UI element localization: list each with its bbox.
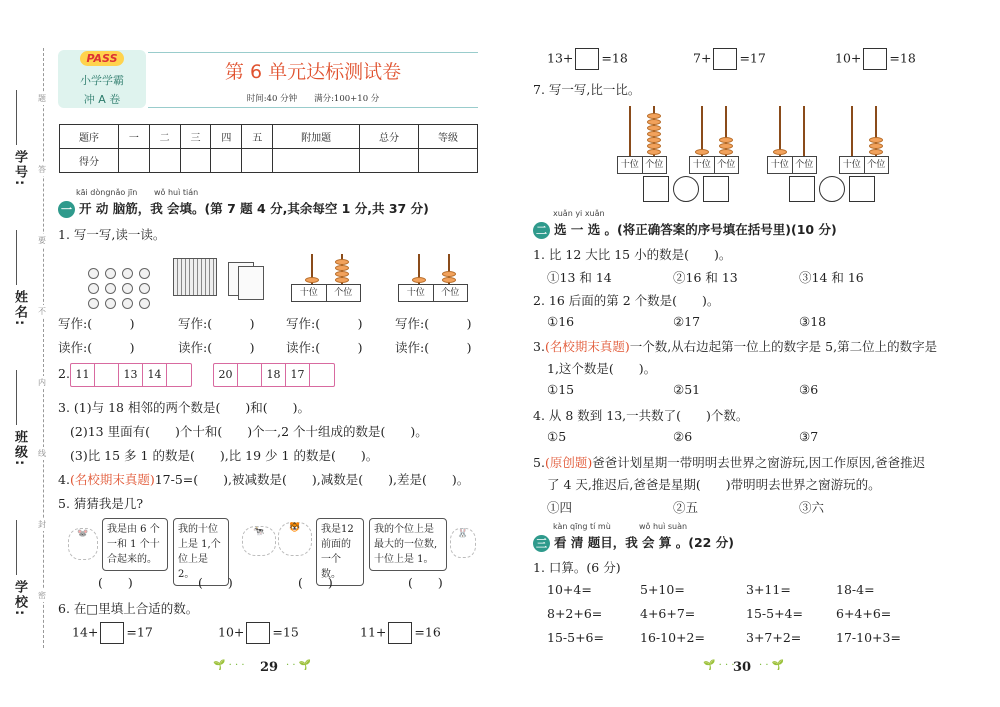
- sequence-cell: 14: [143, 364, 167, 386]
- seal-char: 密: [38, 591, 46, 600]
- source-tag: (原创题): [544, 455, 593, 470]
- sequence-cell: 17: [286, 364, 310, 386]
- question-3c: (3)比 15 多 1 的数是( ),比 19 少 1 的数是( )。: [70, 448, 379, 463]
- read-answer[interactable]: 读作:( ): [178, 340, 255, 355]
- sequence-blank[interactable]: [238, 364, 262, 386]
- choice-4: 4. 从 8 数到 13,一共数了( )个数。: [533, 408, 749, 423]
- table-cell: 二: [149, 125, 180, 149]
- section-1-heading: [58, 199, 429, 218]
- badge-line1: 小学学霸: [80, 74, 124, 87]
- answer-box[interactable]: [713, 48, 737, 70]
- sequence-blank[interactable]: [95, 364, 119, 386]
- fill-item: 14+ =17: [72, 622, 153, 644]
- section-number: 二: [533, 222, 550, 239]
- option[interactable]: ①四: [547, 500, 573, 515]
- section-number: 一: [58, 201, 75, 218]
- calc-item[interactable]: 18-4=: [836, 582, 875, 597]
- sprout-icon: 🌱 · · ·: [213, 660, 245, 671]
- fill-item: 10+ =18: [835, 48, 916, 70]
- answer-box[interactable]: [388, 622, 412, 644]
- section-3-heading: [533, 533, 734, 552]
- source-tag: (名校期末真题): [69, 472, 155, 487]
- choice-3-cont: 1,这个数是( )。: [547, 361, 657, 376]
- table-cell: 附加题: [273, 125, 360, 149]
- option[interactable]: ②51: [673, 382, 701, 397]
- question-7: 7. 写一写,比一比。: [533, 82, 641, 97]
- choice-5-cont: 了 4 天,推迟后,爸爸是星期( )带明明去世界之窗游玩的。: [547, 477, 881, 492]
- calc-item[interactable]: 10+4=: [547, 582, 592, 597]
- score-field[interactable]: [149, 149, 180, 173]
- seal-char: 内: [38, 378, 46, 387]
- write-answer[interactable]: 写作:( ): [178, 316, 255, 331]
- sequence-cell: 13: [119, 364, 143, 386]
- score-field[interactable]: [418, 149, 477, 173]
- page-number: 29: [260, 660, 279, 675]
- name-label: 姓名:: [12, 290, 27, 328]
- sheets-image: [238, 266, 264, 300]
- mouse-icon: 🐭: [68, 528, 98, 560]
- sprout-icon: 🌱 · · ·: [703, 660, 735, 671]
- calc-item[interactable]: 17-10+3=: [836, 630, 901, 645]
- table-row: [60, 149, 478, 173]
- student-id-label: 学号:: [12, 150, 27, 188]
- question-3b: (2)13 里面有( )个十和( )个一,2 个十组成的数是( )。: [70, 424, 428, 439]
- option[interactable]: ③18: [799, 314, 827, 329]
- test-header: [58, 44, 478, 112]
- sequence-blank[interactable]: [167, 364, 191, 386]
- option[interactable]: ①13 和 14: [547, 270, 612, 285]
- tens-label: 十位: [399, 285, 434, 301]
- cut-line: [43, 48, 44, 648]
- sequence-cell: 20: [214, 364, 238, 386]
- write-answer[interactable]: 写作:( ): [58, 316, 135, 331]
- guess-answer[interactable]: ( ): [298, 575, 333, 590]
- dots-image: [88, 268, 151, 309]
- table-cell: 得分: [60, 149, 119, 173]
- title-box: [148, 52, 478, 108]
- choice-1: 1. 比 12 大比 15 小的数是( )。: [533, 247, 732, 262]
- choice-5: 5.(原创题)爸爸计划星期一带明明去世界之窗游玩,因工作原因,爸爸推迟: [533, 455, 926, 470]
- calc-item[interactable]: 15-5+4=: [746, 606, 803, 621]
- guess-answer[interactable]: ( ): [98, 575, 133, 590]
- clue-bubble: 我的十位上是 1,个位上是 2。: [173, 518, 229, 586]
- score-field[interactable]: [273, 149, 360, 173]
- sprout-icon: · · 🌱: [759, 660, 785, 671]
- class-label: 班级:: [12, 430, 27, 468]
- question-6: 6. 在□里填上合适的数。: [58, 601, 199, 616]
- pinyin: wǒ huì tián: [154, 188, 199, 197]
- read-answer[interactable]: 读作:( ): [286, 340, 363, 355]
- question-4: 4.(名校期末真题)17-5=( ),被减数是( ),减数是( ),差是( )。: [58, 472, 470, 487]
- student-id-line: [16, 90, 17, 145]
- time-score-info: 时间:40 分钟 满分:100+10 分: [246, 94, 380, 104]
- ones-label: 个位: [334, 288, 353, 298]
- source-tag: (名校期末真题): [544, 339, 630, 354]
- sequence-cell: 11: [71, 364, 95, 386]
- calc-item[interactable]: 3+7+2=: [746, 630, 802, 645]
- clue-bubble: 我是12前面的一个数。: [316, 518, 364, 586]
- clue-bubble: 我的个位上是最大的一位数,十位上是 1。: [369, 518, 447, 571]
- compare-abacus: 十位 个位: [767, 104, 817, 174]
- sequence-cell: 18: [262, 364, 286, 386]
- section-title: 开 动 脑筋，我 会填。(第 7 题 4 分,其余每空 1 分,共 37 分): [79, 201, 429, 216]
- question-1: 1. 写一写,读一读。: [58, 227, 166, 242]
- answer-box[interactable]: [100, 622, 124, 644]
- table-row: [60, 125, 478, 149]
- option[interactable]: ②6: [673, 429, 693, 444]
- choice-3: 3.(名校期末真题)一个数,从右边起第一位上的数字是 5,第二位上的数字是: [533, 339, 938, 354]
- abacus-1: [291, 250, 361, 302]
- question-3a: 3. (1)与 18 相邻的两个数是( )和( )。: [58, 400, 310, 415]
- score-field[interactable]: [211, 149, 242, 173]
- choice-2: 2. 16 后面的第 2 个数是( )。: [533, 293, 720, 308]
- fill-item: 13+ =18: [547, 48, 628, 70]
- calc-item[interactable]: 16-10+2=: [640, 630, 705, 645]
- compare-answer[interactable]: [643, 176, 729, 202]
- class-line: [16, 370, 17, 425]
- compare-answer[interactable]: [789, 176, 875, 202]
- score-field[interactable]: [242, 149, 273, 173]
- table-cell: 等级: [418, 125, 477, 149]
- question-5: 5. 猜猜我是几?: [58, 496, 144, 511]
- option[interactable]: ③14 和 16: [799, 270, 864, 285]
- ones-label: 个位: [441, 288, 460, 298]
- page-title: 第 6 单元达标测试卷: [224, 61, 402, 83]
- tens-label: 十位: [292, 285, 327, 301]
- clue-bubble: 我是由 6 个一和 1 个十合起来的。: [102, 518, 168, 571]
- option[interactable]: ②17: [673, 314, 701, 329]
- calc-item[interactable]: 6+4+6=: [836, 606, 892, 621]
- table-cell: 一: [118, 125, 149, 149]
- name-line: [16, 230, 17, 285]
- badge-line2: 冲 A 卷: [83, 93, 121, 106]
- number-sequence-1: [70, 363, 192, 387]
- option[interactable]: ①16: [547, 314, 575, 329]
- write-answer[interactable]: 写作:( ): [286, 316, 363, 331]
- section-2-heading: [533, 220, 837, 239]
- write-answer[interactable]: 写作:( ): [395, 316, 472, 331]
- pinyin: kāi dòngnǎo jīn: [76, 188, 138, 197]
- sequence-blank[interactable]: [310, 364, 334, 386]
- option[interactable]: ①15: [547, 382, 575, 397]
- answer-box[interactable]: [246, 622, 270, 644]
- sprout-icon: · · 🌱: [286, 660, 312, 671]
- school-label: 学校:: [12, 580, 27, 618]
- table-cell: 四: [211, 125, 242, 149]
- section-title: 看 清 题目，我 会 算 。(22 分): [554, 535, 734, 550]
- tiger-icon: 🐯: [278, 522, 312, 556]
- fill-item: 7+ =17: [693, 48, 766, 70]
- guess-answer[interactable]: ( ): [198, 575, 233, 590]
- option[interactable]: ③六: [799, 500, 825, 515]
- abacus-2: [398, 250, 468, 302]
- rabbit-icon: 🐰: [450, 528, 476, 558]
- table-cell: 总分: [360, 125, 419, 149]
- school-line: [16, 520, 17, 575]
- calc-item[interactable]: 4+6+7=: [640, 606, 696, 621]
- calc-item[interactable]: 5+10=: [640, 582, 685, 597]
- seal-char: 要: [38, 236, 46, 245]
- question-2: 2.: [58, 366, 70, 381]
- option[interactable]: ②16 和 13: [673, 270, 738, 285]
- score-field[interactable]: [180, 149, 211, 173]
- guess-answer[interactable]: ( ): [408, 575, 443, 590]
- section-title: 选 一 选 。(将正确答案的序号填在括号里)(10 分): [554, 222, 837, 237]
- seal-char: 线: [38, 449, 46, 458]
- calc-item[interactable]: 3+11=: [746, 582, 791, 597]
- pinyin: wǒ huì suàn: [639, 522, 688, 531]
- compare-circle: [819, 176, 845, 202]
- seal-char: 答: [38, 165, 46, 174]
- calc-item[interactable]: 15-5+6=: [547, 630, 604, 645]
- seal-char: 封: [38, 520, 46, 529]
- calc-question: 1. 口算。(6 分): [533, 560, 621, 575]
- series-badge: [58, 50, 146, 108]
- score-table: [59, 124, 478, 173]
- answer-box[interactable]: [863, 48, 887, 70]
- seal-char: 不: [38, 307, 46, 316]
- cow-icon: 🐄: [242, 526, 276, 556]
- pass-logo: PASS: [80, 51, 123, 66]
- score-field[interactable]: [118, 149, 149, 173]
- fill-item: 11+ =16: [360, 622, 441, 644]
- option[interactable]: ②五: [673, 500, 699, 515]
- number-sequence-2: [213, 363, 335, 387]
- pinyin: xuǎn yi xuǎn: [553, 209, 605, 218]
- section-number: 三: [533, 535, 550, 552]
- answer-box[interactable]: [575, 48, 599, 70]
- compare-abacus: 十位 个位: [689, 104, 739, 174]
- compare-abacus: 十位 个位: [839, 104, 889, 174]
- calc-item[interactable]: 8+2+6=: [547, 606, 603, 621]
- fill-item: 10+ =15: [218, 622, 299, 644]
- option[interactable]: ①5: [547, 429, 567, 444]
- option[interactable]: ③7: [799, 429, 819, 444]
- compare-abacus: 十位 个位: [617, 104, 667, 174]
- read-answer[interactable]: 读作:( ): [395, 340, 472, 355]
- read-answer[interactable]: 读作:( ): [58, 340, 135, 355]
- option[interactable]: ③6: [799, 382, 819, 397]
- score-field[interactable]: [360, 149, 419, 173]
- table-cell: 三: [180, 125, 211, 149]
- table-cell: 题序: [60, 125, 119, 149]
- page-number: 30: [733, 660, 752, 675]
- pinyin: kàn qīng tí mù: [553, 522, 611, 531]
- compare-circle: [673, 176, 699, 202]
- table-cell: 五: [242, 125, 273, 149]
- seal-char: 题: [38, 94, 46, 103]
- bundle-image: [173, 258, 217, 296]
- binding-margin: [0, 0, 60, 707]
